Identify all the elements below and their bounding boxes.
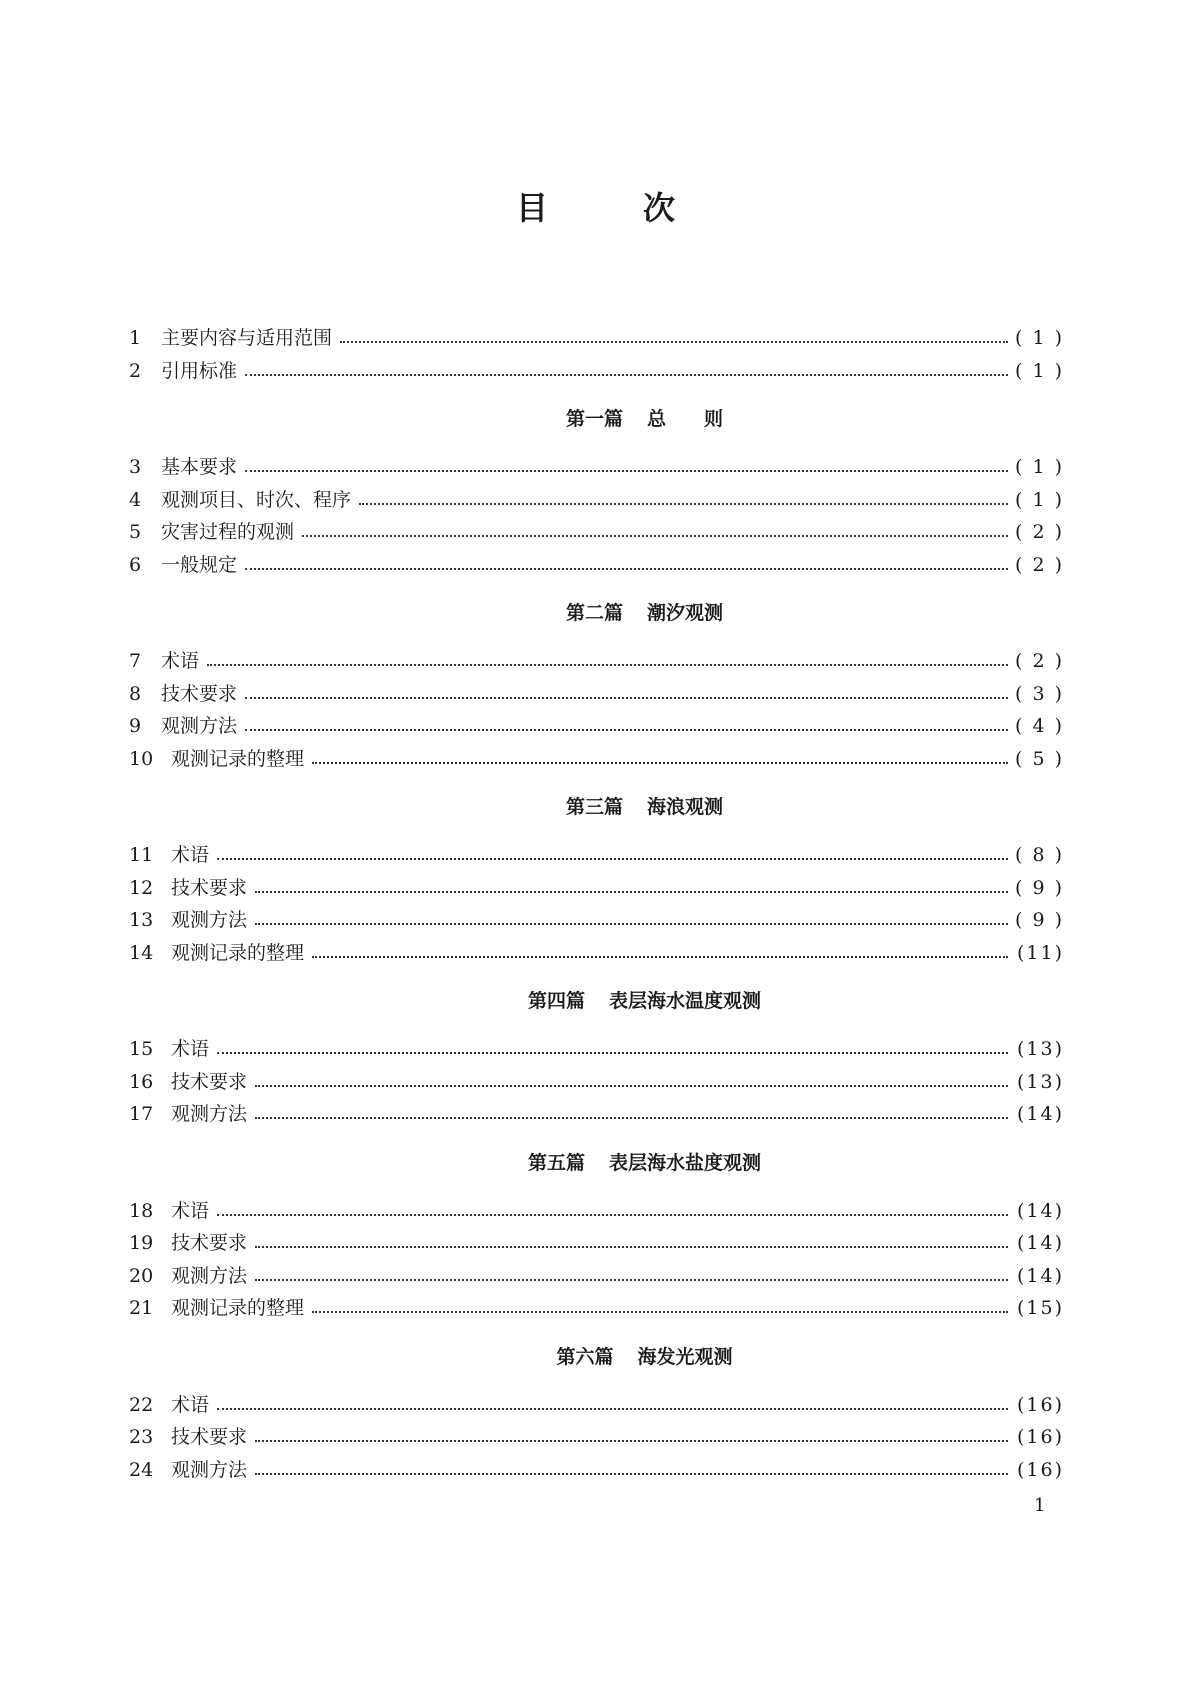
entry-page-ref: ( 1 ) [1015,488,1064,511]
toc-entry[interactable] [129,904,1064,937]
entry-number: 11 [129,844,154,866]
entry-page-ref: ( 5 ) [1015,747,1064,770]
toc-entry[interactable] [129,839,1064,872]
entry-page-ref: (14) [1016,1232,1064,1254]
dot-leader [312,956,1008,958]
toc-entry[interactable] [129,322,1064,355]
part-name: 表层海水温度观测 [609,990,762,1012]
entry-number: 6 [129,553,142,576]
toc-entry[interactable] [129,678,1064,711]
entry-number: 15 [129,1038,154,1060]
entry-number: 8 [129,682,142,705]
entry-label: 观测记录的整理 [171,747,305,770]
entry-page-ref: ( 4 ) [1015,715,1064,737]
entry-label: 技术要求 [161,682,238,705]
entry-number: 4 [129,488,142,511]
toc-part-heading [129,1131,1064,1195]
entry-label: 术语 [171,1038,210,1060]
part-name: 海浪观测 [647,796,724,818]
entry-label: 灾害过程的观测 [161,521,295,543]
entry-label: 一般规定 [161,553,238,576]
entry-number: 12 [129,876,154,899]
dot-leader [312,1311,1008,1313]
entry-page-ref: (11) [1016,941,1064,964]
entry-page-ref: (14) [1016,1264,1064,1287]
dot-leader [217,858,1008,860]
entry-label: 观测方法 [171,1103,248,1125]
toc-entry[interactable] [129,937,1064,970]
entry-page-ref: ( 9 ) [1015,909,1064,931]
toc-entry[interactable] [129,451,1064,484]
toc-entry[interactable] [129,484,1064,517]
dot-leader [255,891,1008,893]
dot-leader [217,1214,1008,1216]
toc-entry[interactable] [129,1260,1064,1293]
entry-number: 22 [129,1393,154,1416]
part-number: 第五篇 [527,1151,585,1174]
page-number: 1 [1034,1495,1046,1516]
dot-leader [217,1052,1008,1054]
title-right-char: 次 [643,189,676,227]
toc-part-heading [129,775,1064,839]
entry-page-ref: ( 8 ) [1015,844,1064,866]
dot-leader [255,1473,1008,1475]
part-name: 潮汐观测 [647,602,724,624]
dot-leader [255,923,1008,925]
entry-label: 观测记录的整理 [171,1297,305,1319]
entry-page-ref: (16) [1016,1458,1064,1481]
dot-leader [255,1279,1008,1281]
entry-number: 9 [129,715,142,737]
entry-number: 14 [129,941,154,964]
entry-page-ref: ( 2 ) [1015,650,1064,672]
entry-number: 21 [129,1297,154,1319]
entry-page-ref: (16) [1016,1393,1064,1416]
dot-leader [312,762,1008,764]
entry-number: 18 [129,1199,154,1222]
entry-label: 技术要求 [171,1426,248,1448]
toc-entry[interactable] [129,743,1064,776]
dot-leader [245,697,1008,699]
toc-entry[interactable] [129,355,1064,388]
dot-leader [302,535,1008,537]
dot-leader [359,503,1008,505]
entry-page-ref: ( 9 ) [1015,876,1064,899]
toc-entry[interactable] [129,1292,1064,1325]
entry-label: 基本要求 [161,456,238,478]
dot-leader [255,1246,1008,1248]
entry-page-ref: ( 2 ) [1015,521,1064,543]
dot-leader [207,664,1008,666]
dot-leader [245,729,1008,731]
entry-label: 观测方法 [171,909,248,931]
toc-entry[interactable] [129,872,1064,905]
entry-number: 20 [129,1264,154,1287]
entry-label: 主要内容与适用范围 [161,327,333,349]
entry-number: 16 [129,1070,154,1093]
toc-entry[interactable] [129,1421,1064,1454]
toc-entry[interactable] [129,710,1064,743]
title-left-char: 目 [515,189,548,227]
toc-entry[interactable] [129,1195,1064,1228]
toc-entry[interactable] [129,1227,1064,1260]
toc-entry[interactable] [129,1389,1064,1422]
dot-leader [255,1440,1008,1442]
entry-label: 观测方法 [171,1458,248,1481]
toc-entry[interactable] [129,516,1064,549]
entry-number: 7 [129,650,142,672]
entry-label: 技术要求 [171,1070,248,1093]
toc-part-heading [129,581,1064,645]
entry-label: 技术要求 [171,876,248,899]
entry-page-ref: (16) [1016,1426,1064,1448]
toc-part-heading [129,387,1064,451]
part-name: 表层海水盐度观测 [609,1151,762,1174]
toc-entry[interactable] [129,645,1064,678]
dot-leader [245,568,1008,570]
entry-label: 观测记录的整理 [171,941,305,964]
entry-number: 23 [129,1426,154,1448]
toc-part-heading [129,1325,1064,1389]
entry-page-ref: ( 1 ) [1015,327,1064,349]
entry-label: 引用标准 [161,359,238,382]
dot-leader [255,1085,1008,1087]
entry-label: 术语 [171,1393,210,1416]
entry-number: 5 [129,521,142,543]
entry-number: 24 [129,1458,154,1481]
page-title [0,183,1191,229]
entry-page-ref: (15) [1016,1297,1064,1319]
part-name: 海发光观测 [637,1345,733,1368]
toc-entry[interactable] [129,1033,1064,1066]
entry-page-ref: ( 2 ) [1015,553,1064,576]
entry-label: 术语 [171,844,210,866]
entry-label: 技术要求 [171,1232,248,1254]
entry-label: 术语 [161,650,200,672]
toc-entry[interactable] [129,1098,1064,1131]
entry-number: 17 [129,1103,154,1125]
entry-page-ref: (13) [1016,1038,1064,1060]
entry-page-ref: (13) [1016,1070,1064,1093]
toc-part-heading [129,969,1064,1033]
entry-page-ref: (14) [1016,1199,1064,1222]
entry-label: 术语 [171,1199,210,1222]
entry-number: 2 [129,359,142,382]
toc-entry[interactable] [129,549,1064,582]
part-number: 第一篇 [565,408,623,430]
entry-page-ref: ( 3 ) [1015,682,1064,705]
entry-page-ref: ( 1 ) [1015,359,1064,382]
entry-label: 观测方法 [171,1264,248,1287]
entry-label: 观测项目、时次、程序 [161,488,352,511]
part-number: 第二篇 [565,602,623,624]
dot-leader [217,1408,1008,1410]
entry-page-ref: ( 1 ) [1015,456,1064,478]
entry-number: 3 [129,456,142,478]
toc-entry[interactable] [129,1454,1064,1487]
entry-page-ref: (14) [1016,1103,1064,1125]
dot-leader [245,470,1008,472]
entry-label: 观测方法 [161,715,238,737]
dot-leader [340,341,1008,343]
entry-number: 1 [129,327,142,349]
part-number: 第四篇 [527,990,585,1012]
part-name: 总 则 [647,408,724,430]
toc-entry[interactable] [129,1066,1064,1099]
entry-number: 13 [129,909,154,931]
entry-number: 19 [129,1232,154,1254]
table-of-contents [129,322,1064,1486]
dot-leader [255,1117,1008,1119]
part-number: 第三篇 [565,796,623,818]
entry-number: 10 [129,747,154,770]
dot-leader [245,374,1008,376]
part-number: 第六篇 [556,1345,614,1368]
